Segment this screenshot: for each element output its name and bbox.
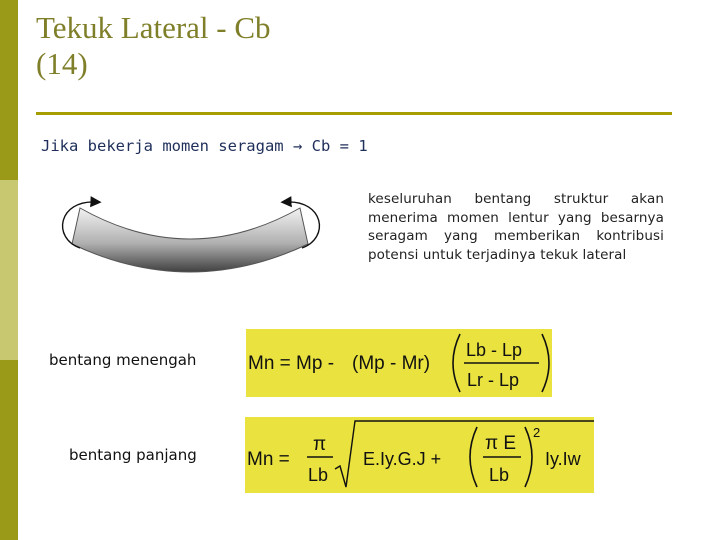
open-paren-icon (453, 334, 460, 392)
formula2-exponent: 2 (533, 425, 541, 440)
formula-intermediate (246, 329, 552, 397)
pi-symbol: π (313, 434, 327, 455)
slide-title-line1: Tekuk Lateral - Cb (36, 10, 271, 45)
formula2-pi-e: π E (485, 433, 517, 454)
intro-statement (41, 137, 368, 155)
arrow-right-icon: → (292, 137, 303, 155)
intro-result: Cb = 1 (311, 137, 368, 155)
formula1-denominator: Lr - Lp (467, 370, 520, 390)
sidebar-segment-bottom (0, 360, 18, 540)
label-long-span: bentang panjang (69, 446, 197, 464)
slide-title-line2: (14) (36, 46, 88, 81)
bent-beam-diagram (50, 188, 340, 274)
formula1-paren: (Mp - Mr) (352, 353, 431, 374)
sidebar-segment-top (0, 0, 18, 180)
close-paren-icon (525, 427, 532, 487)
close-paren-icon (542, 334, 549, 392)
sidebar-segment-middle (0, 180, 18, 360)
formula-long (245, 417, 594, 493)
intro-text: Jika bekerja momen seragam (41, 137, 284, 155)
title-divider (36, 112, 672, 115)
sidebar-stripe (0, 0, 18, 540)
formula2-lb: Lb (308, 465, 329, 485)
formula2-lb2: Lb (489, 465, 510, 485)
label-intermediate-span: bentang menengah (49, 351, 197, 369)
formula2-term2: Iy.Iw (545, 449, 581, 469)
open-paren-icon (470, 427, 477, 487)
formula1-numerator: Lb - Lp (466, 340, 523, 360)
formula2-term1: E.Iy.G.J + (363, 449, 442, 469)
beam-shape (72, 208, 308, 272)
description-text: keseluruhan bentang struktur akan menerima momen lentur yang besarnya seragam yang memberikan kontribusi potensi untuk terjadinya tekuk lateral (368, 191, 664, 263)
formula2-lhs: Mn = (247, 449, 290, 470)
formula1-lhs: Mn = Mp - (248, 353, 335, 374)
slide-title (36, 10, 271, 82)
